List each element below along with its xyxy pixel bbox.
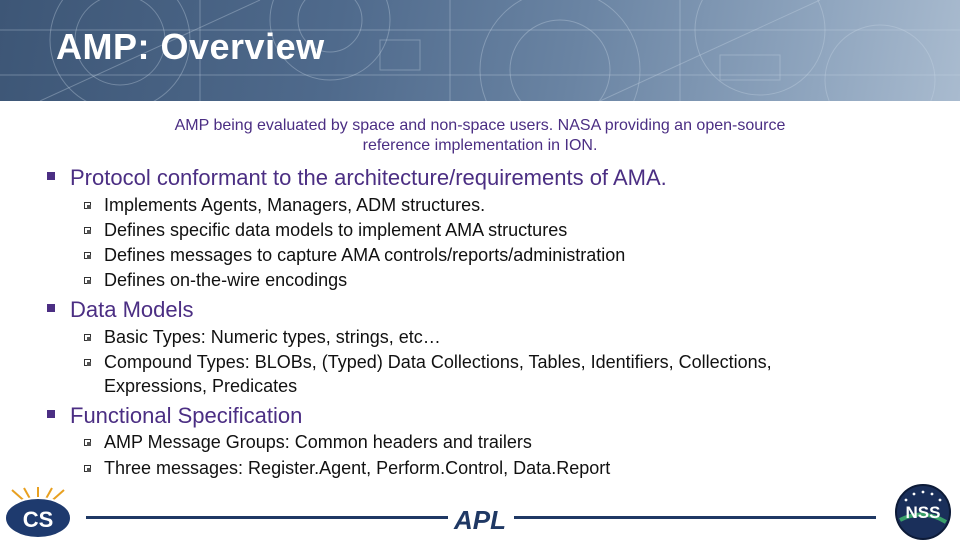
apl-logo-icon xyxy=(449,505,511,533)
footer-rule-left xyxy=(86,516,448,519)
apl-logo-text: APL xyxy=(454,505,506,533)
cs-logo-text: CS xyxy=(22,507,54,532)
list-item-text: Basic Types: Numeric types, strings, etc… xyxy=(104,327,441,347)
list-item-text: Compound Types: BLOBs, (Typed) Data Collections, Tables, Identifiers, Collections, Expressions, Predicates xyxy=(104,352,772,396)
list-item-text: Defines on-the-wire encodings xyxy=(104,270,348,290)
list-item-text: Three messages: Register.Agent, Perform.Control, Data.Report xyxy=(104,458,611,478)
checkbox-bullet-icon xyxy=(84,252,91,259)
cs-logo-icon xyxy=(2,486,74,540)
list-item-text: AMP Message Groups: Common headers and trailers xyxy=(104,432,532,452)
page-title: AMP: Overview xyxy=(56,26,325,67)
section-heading: Protocol conformant to the architecture/requirements of AMA. xyxy=(70,165,667,190)
checkbox-bullet-icon xyxy=(84,439,91,446)
checkbox-bullet-icon xyxy=(84,277,91,284)
checkbox-bullet-icon xyxy=(84,334,91,341)
nss-logo-text: NSS xyxy=(905,503,941,522)
nss-logo-icon xyxy=(888,484,958,540)
list-item-text: Defines messages to capture AMA controls/reports/administration xyxy=(104,245,626,265)
list-item-text: Implements Agents, Managers, ADM structures. xyxy=(104,195,486,215)
section-heading: Functional Specification xyxy=(70,403,303,428)
checkbox-bullet-icon xyxy=(84,359,91,366)
checkbox-bullet-icon xyxy=(84,202,91,209)
section-bullet-icon xyxy=(46,303,56,313)
list-item-text: Defines specific data models to implement AMA structures xyxy=(104,220,568,240)
checkbox-bullet-icon xyxy=(84,465,91,472)
section-bullet-icon xyxy=(46,409,56,419)
section-bullet-icon xyxy=(46,171,56,181)
footer-rule-right xyxy=(514,516,876,519)
section-heading: Data Models xyxy=(70,297,194,322)
subtitle: AMP being evaluated by space and non-space users. NASA providing an open-source reference implementation in ION. xyxy=(174,117,786,154)
title-banner xyxy=(0,0,960,101)
checkbox-bullet-icon xyxy=(84,227,91,234)
